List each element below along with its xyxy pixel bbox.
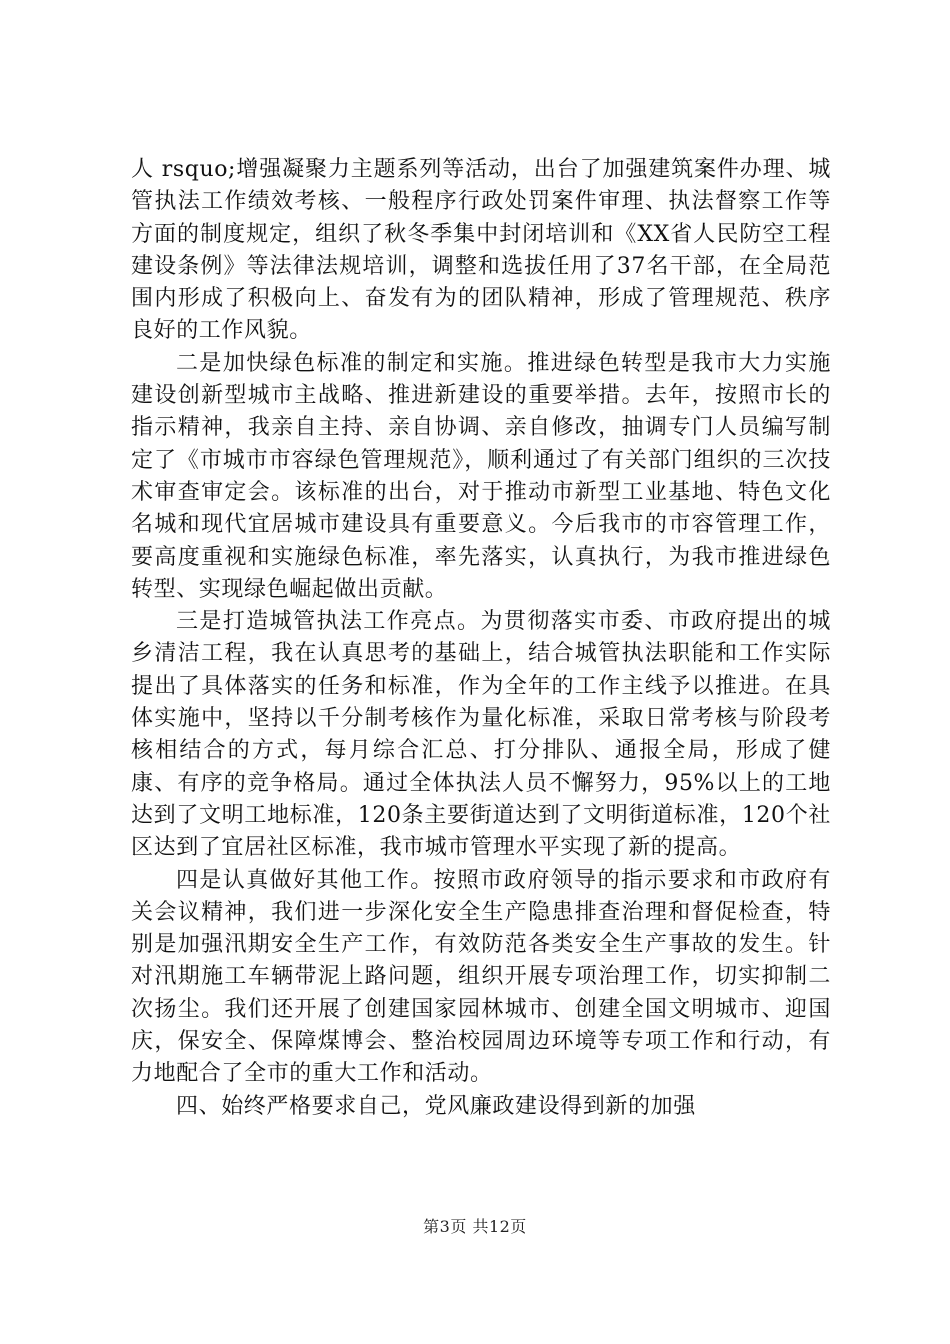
- paragraph-other-work: 四是认真做好其他工作。按照市政府领导的指示要求和市政府有关会议精神，我们进一步深化安全生产隐患排查治理和督促检查，特别是加强汛期安全生产工作，有效防范各类安全生产事故的发生。针对汛期施工车辆带泥上路问题，组织开展专项治理工作，切实抑制二次扬尘。我们还开展了创建国家园林城市、创建全国文明城市、迎国庆，保安全、保障煤博会、整治校园周边环境等专项工作和行动，有力地配合了全市的重大工作和活动。: [131, 867, 831, 1087]
- paragraph-continuation: 人 rsquo;增强凝聚力主题系列等活动，出台了加强建筑案件办理、城管执法工作绩效考核、一般程序行政处罚案件审理、执法督察工作等方面的制度规定，组织了秋冬季集中封闭培训和《XX省人民防空工程建设条例》等法律法规培训，调整和选拔任用了37名干部，在全局范围内形成了积极向上、奋发有为的团队精神，形成了管理规范、秩序良好的工作风貌。: [131, 157, 831, 344]
- page-number-footer: 第3页 共12页: [423, 1217, 527, 1236]
- paragraph-green-standard: 二是加快绿色标准的制定和实施。推进绿色转型是我市大力实施建设创新型城市主战略、推进新建设的重要举措。去年，按照市长的指示精神，我亲自主持、亲自协调、亲自修改，抽调专门人员编写制定了《市城市市容绿色管理规范》，顺利通过了有关部门组织的三次技术审查审定会。该标准的出台，对于推动市新型工业基地、特色文化名城和现代宜居城市建设具有重要意义。今后我市的市容管理工作，要高度重视和实施绿色标准，率先落实，认真执行，为我市推进绿色转型、实现绿色崛起做出贡献。: [131, 350, 831, 602]
- document-body: [131, 154, 831, 1123]
- section-heading-integrity: 四、始终严格要求自己，党风廉政建设得到新的加强: [176, 1093, 696, 1119]
- paragraph-enforcement-highlights: 三是打造城管执法工作亮点。为贯彻落实市委、市政府提出的城乡清洁工程，我在认真思考的基础上，结合城管执法职能和工作实际提出了具体落实的任务和标准，作为全年的工作主线予以推进。在具体实施中，坚持以千分制考核作为量化标准，采取日常考核与阶段考核相结合的方式，每月综合汇总、打分排队、通报全局，形成了健康、有序的竞争格局。通过全体执法人员不懈努力，95%以上的工地达到了文明工地标准，120条主要街道达到了文明街道标准，120个社区达到了宜居社区标准，我市城市管理水平实现了新的提高。: [131, 609, 831, 861]
